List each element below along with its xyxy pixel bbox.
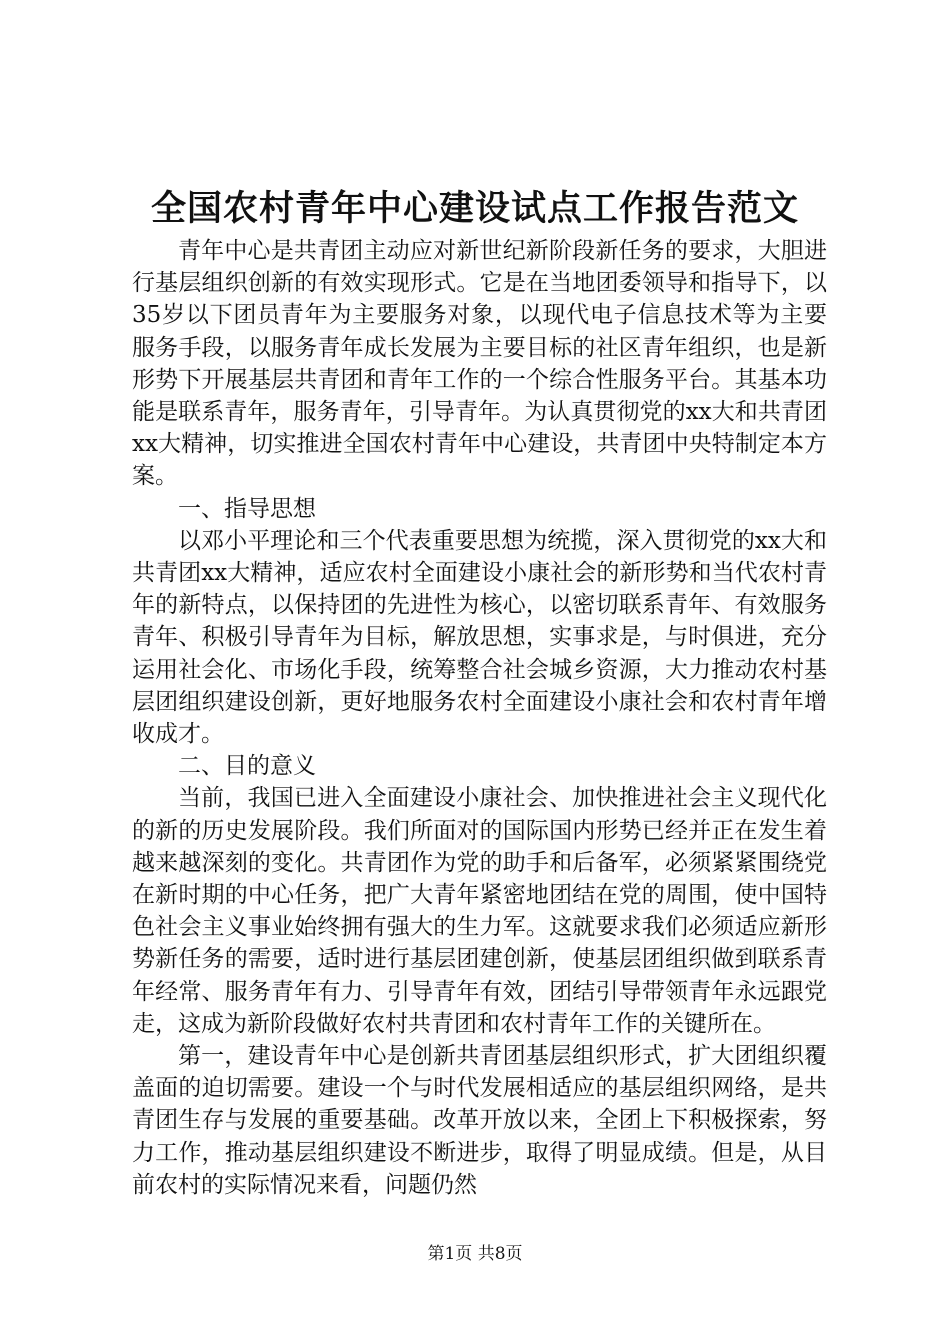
section-heading-guiding-ideology: 一、指导思想 (178, 495, 316, 522)
paragraph-first-point: 第一，建设青年中心是创新共青团基层组织形式，扩大团组织覆盖面的迫切需要。建设一个与时代发展相适应的基层组织网络，是共青团生存与发展的重要基础。改革开放以来，全团上下积极探索，努力工作，推动基层组织建设不断进步，取得了明显成绩。但是，从目前农村的实际情况来看，问题仍然 (132, 1043, 827, 1198)
paragraph-purpose: 当前，我国已进入全面建设小康社会、加快推进社会主义现代化的新的历史发展阶段。我们所面对的国际国内形势已经并正在发生着越来越深刻的变化。共青团作为党的助手和后备军，必须紧紧围绕党在新时期的中心任务，把广大青年紧密地团结在党的周围，使中国特色社会主义事业始终拥有强大的生力军。这就要求我们必须适应新形势新任务的需要，适时进行基层团建创新，使基层团组织做到联系青年经常、服务青年有力、引导青年有效，团结引导带领青年永远跟党走，这成为新阶段做好农村共青团和农村青年工作的关键所在。 (132, 785, 827, 1037)
document-body (132, 235, 827, 1201)
section-heading-purpose: 二、目的意义 (178, 753, 316, 780)
document-title: 全国农村青年中心建设试点工作报告范文 (150, 188, 799, 229)
page-footer: 第1页 共8页 (427, 1244, 523, 1264)
paragraph-guiding-ideology: 以邓小平理论和三个代表重要思想为统揽，深入贯彻党的xx大和共青团xx大精神，适应农村全面建设小康社会的新形势和当代农村青年的新特点，以保持团的先进性为核心，以密切联系青年、有效服务青年、积极引导青年为目标，解放思想，实事求是，与时俱进，充分运用社会化、市场化手段，统筹整合社会城乡资源，大力推动农村基层团组织建设创新，更好地服务农村全面建设小康社会和农村青年增收成才。 (132, 527, 827, 748)
paragraph-intro: 青年中心是共青团主动应对新世纪新阶段新任务的要求，大胆进行基层组织创新的有效实现形式。它是在当地团委领导和指导下，以35岁以下团员青年为主要服务对象，以现代电子信息技术等为主要服务手段，以服务青年成长发展为主要目标的社区青年组织，也是新形势下开展基层共青团和青年工作的一个综合性服务平台。其基本功能是联系青年，服务青年，引导青年。为认真贯彻党的xx大和共青团xx大精神，切实推进全国农村青年中心建设，共青团中央特制定本方案。 (132, 238, 827, 490)
